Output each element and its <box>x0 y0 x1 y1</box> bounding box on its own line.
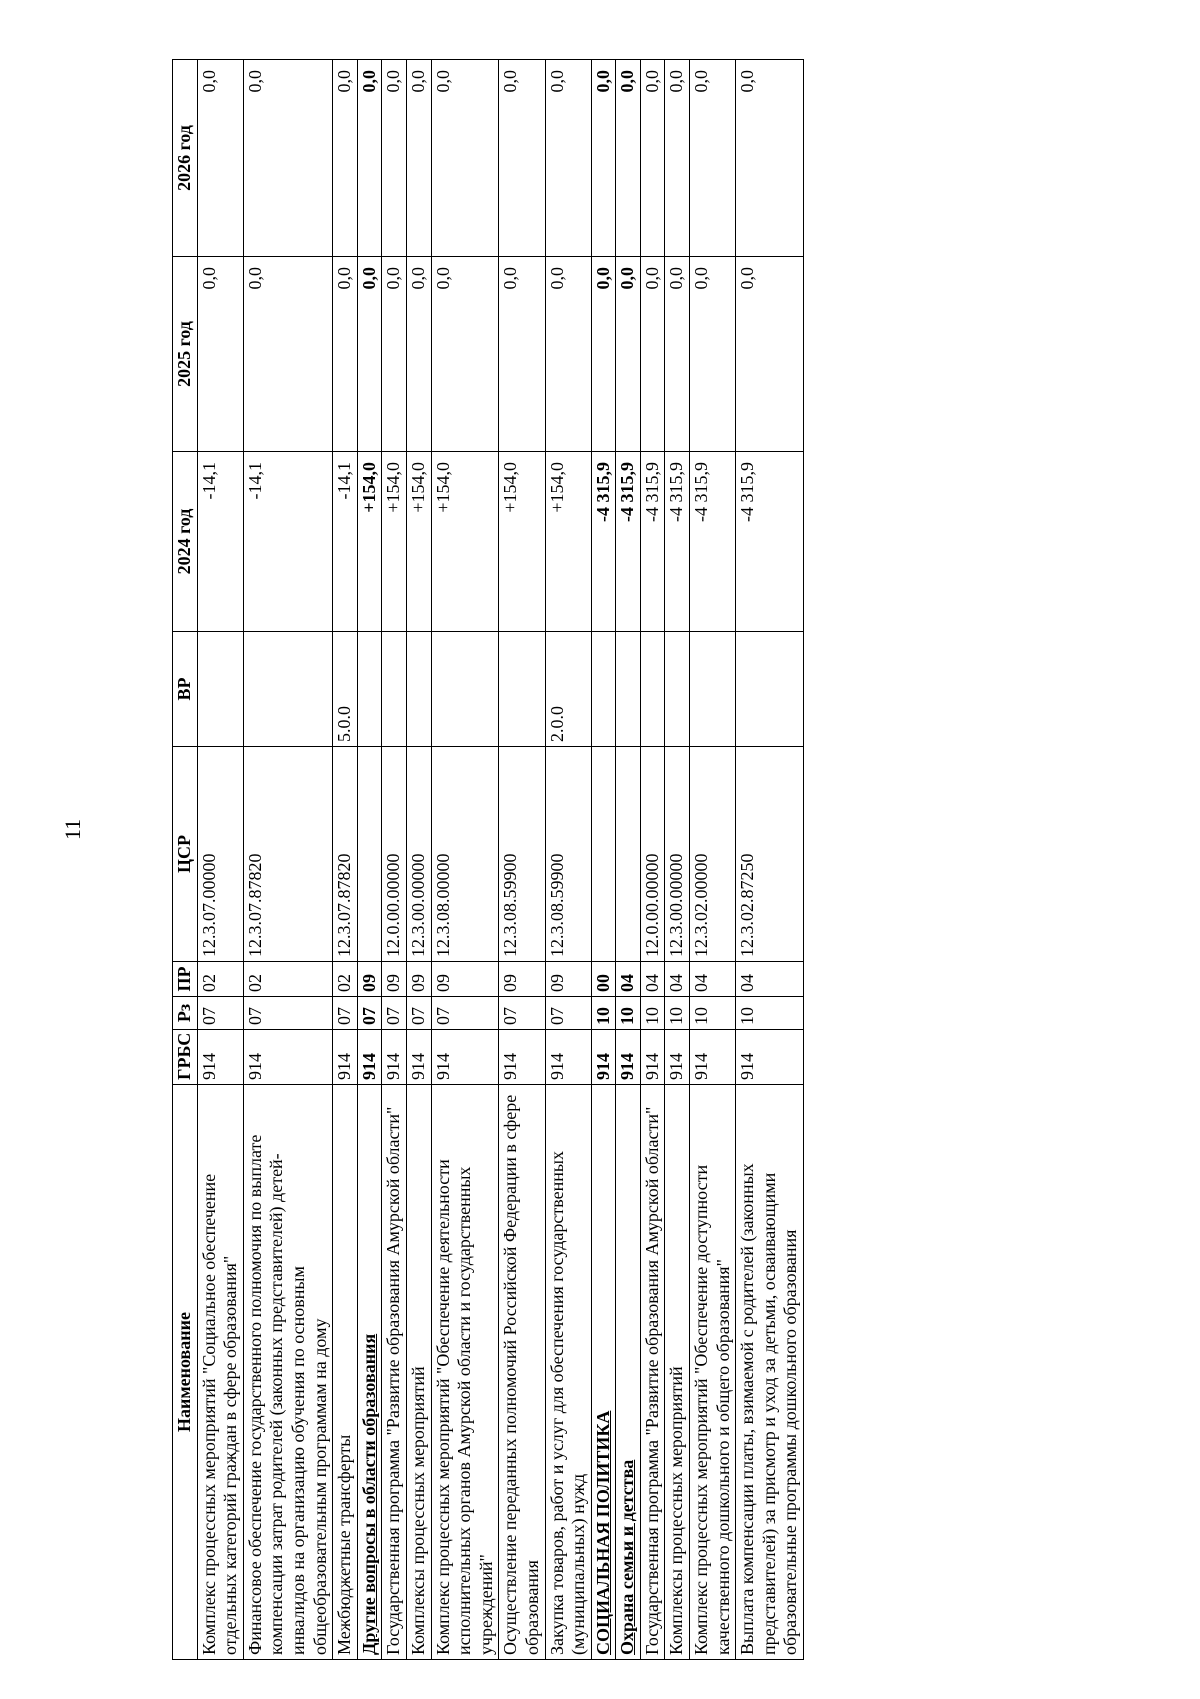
cell-2024: +154,0 <box>382 452 407 632</box>
cell-2026: 0,0 <box>690 60 736 257</box>
cell-vr <box>406 632 431 747</box>
cell-vr <box>616 632 641 747</box>
cell-2025: 0,0 <box>736 257 804 452</box>
cell-2024: -14,1 <box>197 452 243 632</box>
header-2026: 2026 год <box>173 60 198 257</box>
cell-vr <box>431 632 499 747</box>
cell-pr: 04 <box>736 962 804 997</box>
cell-csr <box>591 747 616 962</box>
cell-name: Государственная программа "Развитие образования Амурской области" <box>640 1085 665 1660</box>
cell-rz: 10 <box>616 997 641 1030</box>
cell-rz: 07 <box>406 997 431 1030</box>
table-row <box>640 60 665 1660</box>
cell-csr: 12.3.00.00000 <box>665 747 690 962</box>
cell-pr: 02 <box>197 962 243 997</box>
rotated-table-container <box>172 60 1052 1660</box>
cell-2026: 0,0 <box>545 60 591 257</box>
cell-rz: 10 <box>736 997 804 1030</box>
cell-grbs: 914 <box>431 1030 499 1085</box>
cell-name: Межбюджетные трансферты <box>333 1085 358 1660</box>
cell-2025: 0,0 <box>640 257 665 452</box>
cell-rz: 07 <box>499 997 545 1030</box>
header-vr: ВР <box>173 632 198 747</box>
cell-vr <box>382 632 407 747</box>
cell-vr <box>499 632 545 747</box>
cell-pr: 02 <box>333 962 358 997</box>
cell-vr <box>640 632 665 747</box>
cell-csr <box>616 747 641 962</box>
cell-grbs: 914 <box>591 1030 616 1085</box>
cell-vr <box>665 632 690 747</box>
cell-rz: 07 <box>197 997 243 1030</box>
cell-csr: 12.0.00.00000 <box>382 747 407 962</box>
table-row <box>545 60 591 1660</box>
table-row <box>382 60 407 1660</box>
cell-csr: 12.3.02.87250 <box>736 747 804 962</box>
page-number: 11 <box>60 818 85 840</box>
cell-grbs: 914 <box>736 1030 804 1085</box>
cell-2026: 0,0 <box>616 60 641 257</box>
header-csr: ЦСР <box>173 747 198 962</box>
cell-name: СОЦИАЛЬНАЯ ПОЛИТИКА <box>591 1085 616 1660</box>
cell-grbs: 914 <box>243 1030 332 1085</box>
cell-2024: +154,0 <box>499 452 545 632</box>
cell-name: Другие вопросы в области образования <box>357 1085 382 1660</box>
cell-pr: 09 <box>545 962 591 997</box>
cell-2024: +154,0 <box>406 452 431 632</box>
cell-csr: 12.3.08.59900 <box>545 747 591 962</box>
cell-pr: 04 <box>690 962 736 997</box>
table-row <box>499 60 545 1660</box>
cell-rz: 07 <box>431 997 499 1030</box>
cell-csr <box>357 747 382 962</box>
cell-2024: -4 315,9 <box>640 452 665 632</box>
header-pr: ПР <box>173 962 198 997</box>
cell-pr: 00 <box>591 962 616 997</box>
cell-vr <box>690 632 736 747</box>
cell-2024: +154,0 <box>545 452 591 632</box>
cell-csr: 12.3.07.00000 <box>197 747 243 962</box>
table-row <box>431 60 499 1660</box>
header-2025: 2025 год <box>173 257 198 452</box>
cell-pr: 09 <box>382 962 407 997</box>
cell-rz: 07 <box>333 997 358 1030</box>
cell-grbs: 914 <box>616 1030 641 1085</box>
cell-2025: 0,0 <box>591 257 616 452</box>
table-row <box>333 60 358 1660</box>
cell-pr: 04 <box>640 962 665 997</box>
cell-pr: 04 <box>616 962 641 997</box>
header-grbs: ГРБС <box>173 1030 198 1085</box>
cell-2026: 0,0 <box>640 60 665 257</box>
cell-2024: -4 315,9 <box>690 452 736 632</box>
cell-grbs: 914 <box>382 1030 407 1085</box>
cell-grbs: 914 <box>357 1030 382 1085</box>
table-body <box>197 60 803 1660</box>
cell-grbs: 914 <box>406 1030 431 1085</box>
cell-2025: 0,0 <box>616 257 641 452</box>
cell-csr: 12.3.02.00000 <box>690 747 736 962</box>
cell-name: Комплексы процессных мероприятий <box>406 1085 431 1660</box>
cell-rz: 07 <box>382 997 407 1030</box>
cell-csr: 12.3.08.59900 <box>499 747 545 962</box>
header-rz: Рз <box>173 997 198 1030</box>
cell-rz: 07 <box>243 997 332 1030</box>
cell-2026: 0,0 <box>736 60 804 257</box>
cell-pr: 02 <box>243 962 332 997</box>
cell-csr: 12.3.08.00000 <box>431 747 499 962</box>
table-header-row <box>173 60 198 1660</box>
cell-pr: 04 <box>665 962 690 997</box>
cell-pr: 09 <box>357 962 382 997</box>
cell-grbs: 914 <box>333 1030 358 1085</box>
cell-name: Осуществление переданных полномочий Российской Федерации в сфере образования <box>499 1085 545 1660</box>
cell-2024: -14,1 <box>333 452 358 632</box>
cell-2025: 0,0 <box>665 257 690 452</box>
cell-grbs: 914 <box>499 1030 545 1085</box>
cell-csr: 12.3.07.87820 <box>333 747 358 962</box>
table-row <box>736 60 804 1660</box>
cell-vr: 5.0.0 <box>333 632 358 747</box>
cell-2026: 0,0 <box>406 60 431 257</box>
cell-grbs: 914 <box>640 1030 665 1085</box>
cell-2025: 0,0 <box>382 257 407 452</box>
cell-vr <box>591 632 616 747</box>
cell-2026: 0,0 <box>665 60 690 257</box>
table-row <box>406 60 431 1660</box>
cell-2025: 0,0 <box>243 257 332 452</box>
cell-rz: 10 <box>690 997 736 1030</box>
cell-rz: 10 <box>640 997 665 1030</box>
cell-csr: 12.3.00.00000 <box>406 747 431 962</box>
cell-2025: 0,0 <box>357 257 382 452</box>
table-row <box>616 60 641 1660</box>
cell-name: Выплата компенсации платы, взимаемой с родителей (законных представителей) за присмотр и уход за детьми, осваивающими образовательные программы дошкольного образования <box>736 1085 804 1660</box>
cell-csr: 12.3.07.87820 <box>243 747 332 962</box>
cell-2026: 0,0 <box>243 60 332 257</box>
table-row <box>243 60 332 1660</box>
cell-2024: -4 315,9 <box>665 452 690 632</box>
cell-vr <box>357 632 382 747</box>
cell-grbs: 914 <box>197 1030 243 1085</box>
cell-rz: 07 <box>357 997 382 1030</box>
cell-2025: 0,0 <box>406 257 431 452</box>
header-name: Наименование <box>173 1085 198 1660</box>
table-row <box>591 60 616 1660</box>
header-2024: 2024 год <box>173 452 198 632</box>
cell-name: Государственная программа "Развитие образования Амурской области" <box>382 1085 407 1660</box>
cell-vr <box>736 632 804 747</box>
cell-2024: -14,1 <box>243 452 332 632</box>
cell-2024: +154,0 <box>431 452 499 632</box>
cell-rz: 10 <box>665 997 690 1030</box>
cell-2025: 0,0 <box>431 257 499 452</box>
cell-2026: 0,0 <box>333 60 358 257</box>
cell-name: Комплекс процессных мероприятий "Социальное обеспечение отдельных категорий граждан в сфере образования" <box>197 1085 243 1660</box>
cell-2024: -4 315,9 <box>616 452 641 632</box>
cell-2025: 0,0 <box>197 257 243 452</box>
cell-grbs: 914 <box>545 1030 591 1085</box>
table-row <box>690 60 736 1660</box>
table-row <box>197 60 243 1660</box>
budget-table <box>172 59 804 1660</box>
cell-name: Охрана семьи и детства <box>616 1085 641 1660</box>
cell-2026: 0,0 <box>357 60 382 257</box>
cell-name: Комплекс процессных мероприятий "Обеспечение доступности качественного дошкольного и общего образования" <box>690 1085 736 1660</box>
cell-name: Комплекс процессных мероприятий "Обеспечение деятельности исполнительных органов Амурской области и государственных учреждений" <box>431 1085 499 1660</box>
cell-vr <box>243 632 332 747</box>
cell-grbs: 914 <box>665 1030 690 1085</box>
cell-2024: -4 315,9 <box>736 452 804 632</box>
cell-2026: 0,0 <box>382 60 407 257</box>
cell-pr: 09 <box>406 962 431 997</box>
table-row <box>665 60 690 1660</box>
cell-2026: 0,0 <box>197 60 243 257</box>
cell-rz: 10 <box>591 997 616 1030</box>
cell-vr: 2.0.0 <box>545 632 591 747</box>
cell-2025: 0,0 <box>499 257 545 452</box>
cell-rz: 07 <box>545 997 591 1030</box>
cell-2026: 0,0 <box>431 60 499 257</box>
cell-2025: 0,0 <box>333 257 358 452</box>
cell-2024: -4 315,9 <box>591 452 616 632</box>
cell-name: Финансовое обеспечение государственного полномочия по выплате компенсации затрат родителей (законных представителей) детей-инвалидов на организацию обучения по основным общеобразовательным программам на дому <box>243 1085 332 1660</box>
cell-vr <box>197 632 243 747</box>
cell-pr: 09 <box>431 962 499 997</box>
cell-2025: 0,0 <box>690 257 736 452</box>
cell-2026: 0,0 <box>591 60 616 257</box>
cell-pr: 09 <box>499 962 545 997</box>
cell-2024: +154,0 <box>357 452 382 632</box>
cell-csr: 12.0.00.00000 <box>640 747 665 962</box>
cell-2025: 0,0 <box>545 257 591 452</box>
cell-grbs: 914 <box>690 1030 736 1085</box>
table-row <box>357 60 382 1660</box>
cell-name: Закупка товаров, работ и услуг для обеспечения государственных (муниципальных) нужд <box>545 1085 591 1660</box>
cell-2026: 0,0 <box>499 60 545 257</box>
cell-name: Комплексы процессных мероприятий <box>665 1085 690 1660</box>
